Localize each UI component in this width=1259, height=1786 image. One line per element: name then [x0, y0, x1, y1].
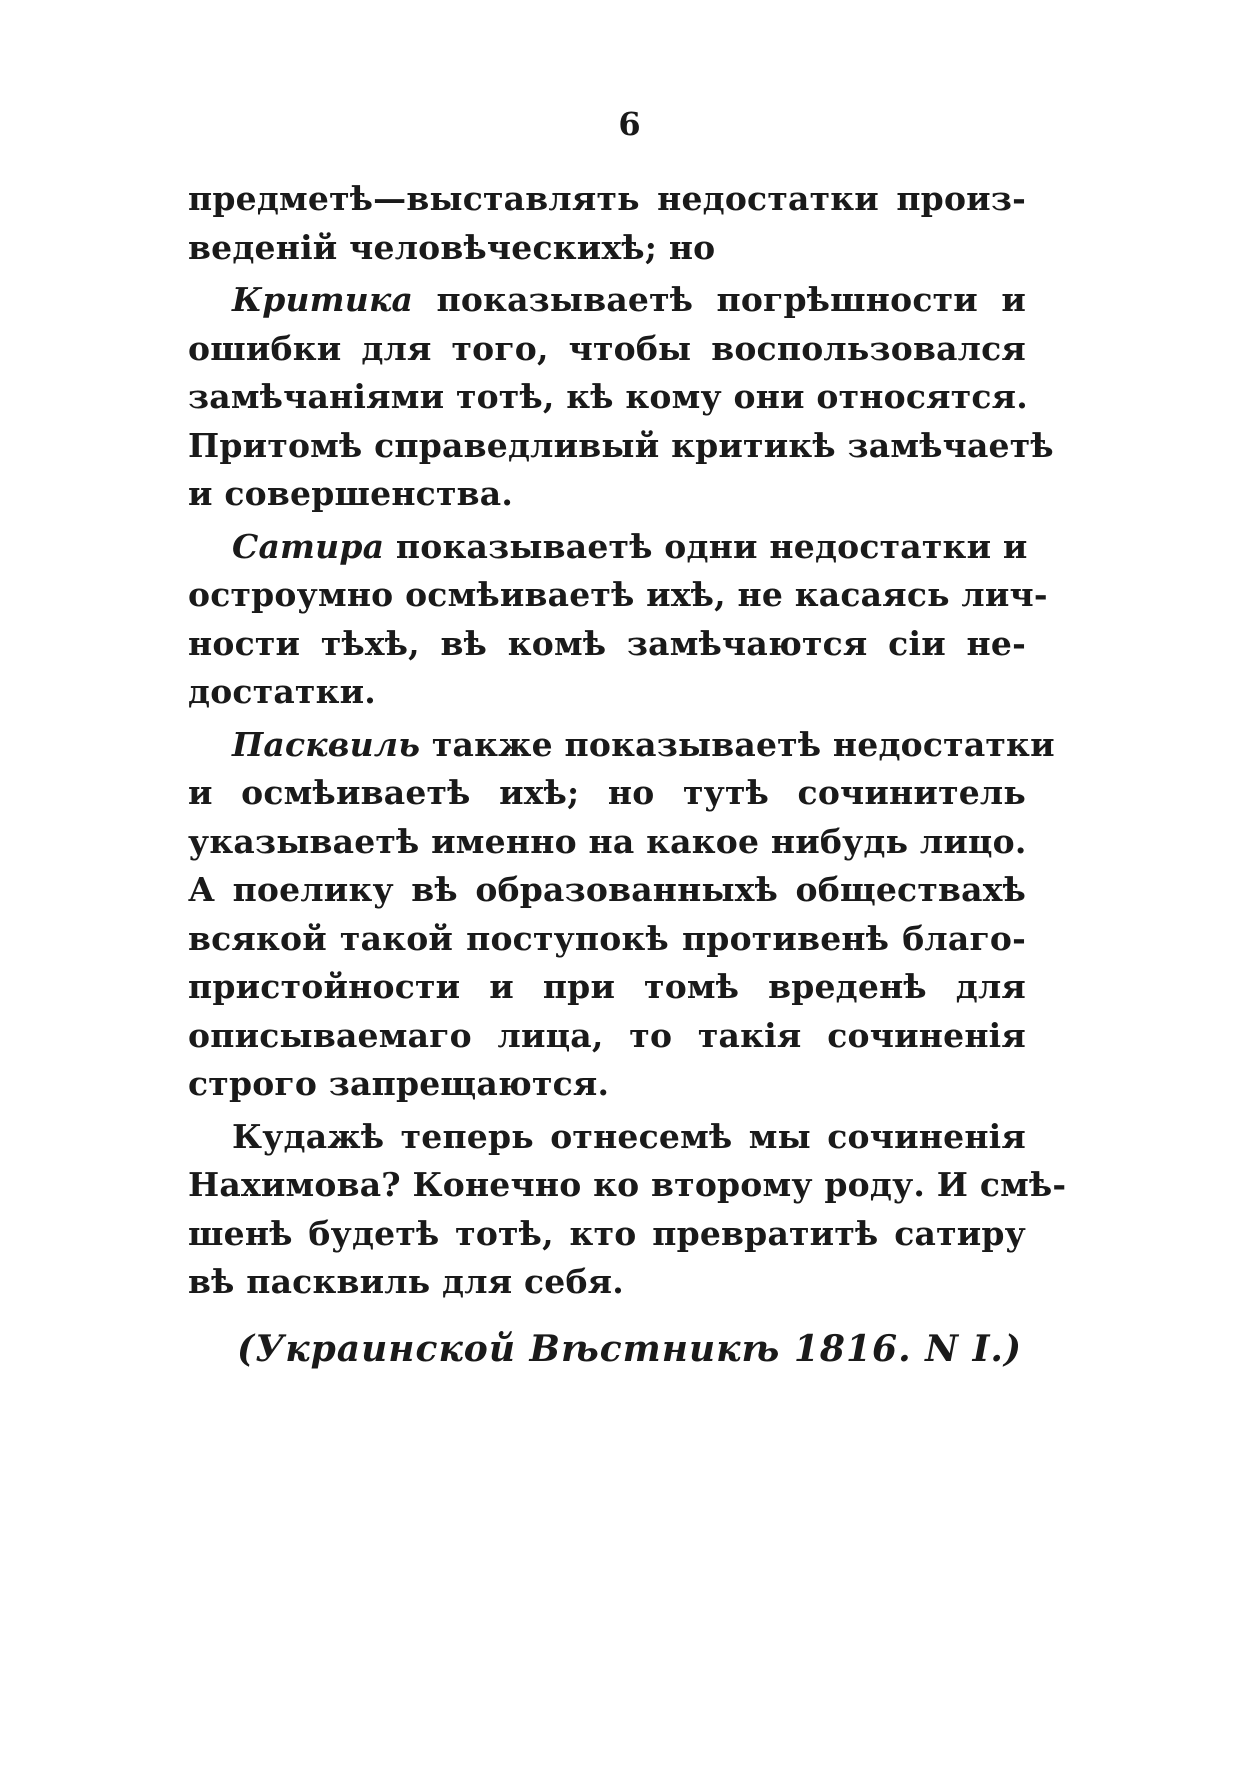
text-fragment: показываетѣ одни недостатки и: [395, 526, 1028, 566]
text-fragment: также показываетѣ недостатки: [431, 724, 1055, 764]
source-citation: (Украинской Вѣстникѣ 1816. N I.): [237, 1328, 1022, 1370]
text-line: вѣ пасквиль для себя.: [188, 1262, 624, 1301]
term-kritika: Критика: [232, 280, 414, 319]
text-line: остроумно осмѣиваетѣ ихѣ, не касаясь лич-: [188, 575, 1048, 614]
term-satira: Сатира: [232, 526, 385, 566]
text-line: шенѣ будетѣ тотѣ, кто превратитѣ сатиру: [188, 1213, 1026, 1253]
text-line: предметѣ—выставлять недостатки произ-: [188, 179, 1026, 218]
text-line: веденій человѣческихѣ; но: [188, 227, 716, 267]
text-line: [188, 721, 1055, 770]
text-line: [188, 276, 1026, 325]
text-line: всякой такой поступокѣ противенѣ благо-: [188, 918, 1026, 958]
text-line: ности тѣхѣ, вѣ комѣ замѣчаются сіи не-: [188, 623, 1026, 663]
text-line: описываемаго лица, то такія сочиненія: [188, 1015, 1026, 1055]
text-line: и совершенства.: [188, 474, 514, 513]
text-fragment: показываетѣ погрѣшности и: [436, 280, 1026, 319]
text-line: указываетѣ именно на какое нибудь лицо.: [188, 821, 1027, 861]
text-line: А поелику вѣ образованныхѣ обществахѣ: [188, 870, 1026, 909]
body-text: [188, 175, 1067, 1307]
text-line: пристойности и при томѣ вреденѣ для: [188, 967, 1026, 1006]
text-line: и осмѣиваетѣ ихѣ; но тутѣ сочинитель: [188, 773, 1026, 812]
text-line: Нахимова? Конечно ко второму роду. И смѣ-: [188, 1165, 1067, 1204]
text-line: Притомѣ справедливый критикѣ замѣчаетѣ: [188, 425, 1054, 465]
text-line: ошибки для того, чтобы воспользовался: [188, 328, 1026, 368]
text-line: достатки.: [188, 672, 376, 711]
text-line: [188, 523, 1026, 572]
text-line: Кудажѣ теперь отнесемѣ мы сочиненія: [232, 1116, 1026, 1156]
text-line: замѣчаніями тотѣ, кѣ кому они относятся.: [188, 377, 1028, 416]
term-paskvil: Пасквиль: [232, 724, 421, 764]
text-line: строго запрещаются.: [188, 1064, 610, 1103]
page-number: 6: [618, 105, 641, 143]
